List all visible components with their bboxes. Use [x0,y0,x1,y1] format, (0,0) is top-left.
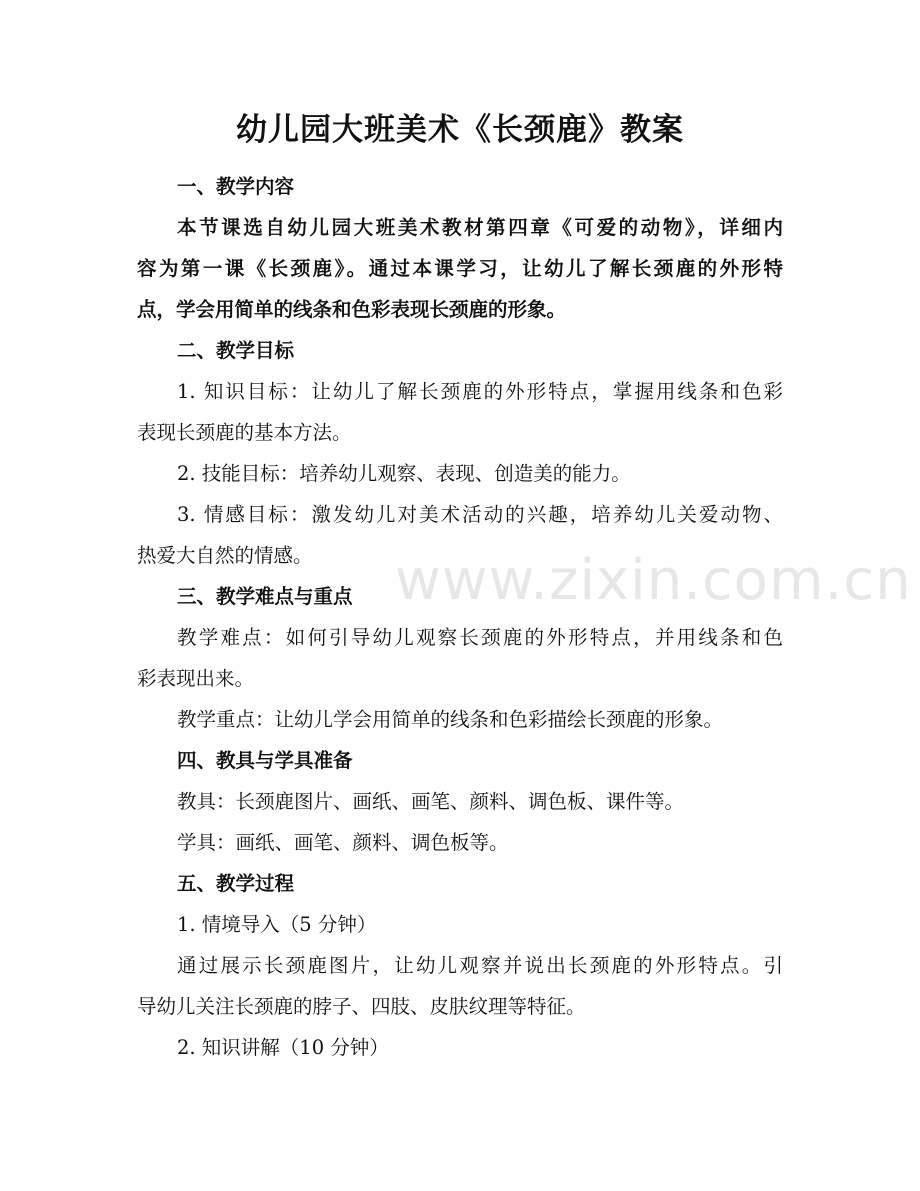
text-line: 1. 知识目标：让幼儿了解长颈鹿的外形特点，掌握用线条和色彩 [177,380,783,403]
watermark: www.zixin.com.cn [395,548,912,613]
text-line: 二、教学目标 [177,339,295,362]
text-line: 热爱大自然的情感。 [137,544,313,567]
text-line: 1. 情境导入（5 分钟） [177,913,377,936]
text-line: 2. 技能目标：培养幼儿观察、表现、创造美的能力。 [177,462,631,485]
text-line: 四、教具与学具准备 [177,749,353,772]
text-line: 彩表现出来。 [137,667,255,690]
text-line: 教具：长颈鹿图片、画纸、画笔、颜料、调色板、课件等。 [177,790,685,813]
text-line: 教学重点：让幼儿学会用简单的线条和色彩描绘长颈鹿的形象。 [177,708,724,731]
document-body [137,166,783,1068]
document-title: 幼儿园大班美术《长颈鹿》教案 [236,112,684,148]
text-line: 导幼儿关注长颈鹿的脖子、四肢、皮肤纹理等特征。 [137,995,586,1018]
text-line: 教学难点：如何引导幼儿观察长颈鹿的外形特点，并用线条和色 [177,626,783,649]
text-line: 表现长颈鹿的基本方法。 [137,421,352,444]
text-line: 一、教学内容 [177,175,295,198]
text-line: 3. 情感目标：激发幼儿对美术活动的兴趣，培养幼儿关爱动物、 [177,503,783,526]
text-line: 学具：画纸、画笔、颜料、调色板等。 [177,831,509,854]
text-line: 通过展示长颈鹿图片，让幼儿观察并说出长颈鹿的外形特点。引 [177,954,783,977]
text-line: 点，学会用简单的线条和色彩表现长颈鹿的形象。 [137,298,567,321]
text-line: 五、教学过程 [177,872,295,895]
text-line: 三、教学难点与重点 [177,585,353,608]
text-line: 本节课选自幼儿园大班美术教材第四章《可爱的动物》，详细内 [177,216,783,239]
text-line: 2. 知识讲解（10 分钟） [177,1036,389,1059]
text-line: 容为第一课《长颈鹿》。通过本课学习，让幼儿了解长颈鹿的外形特 [137,257,783,280]
